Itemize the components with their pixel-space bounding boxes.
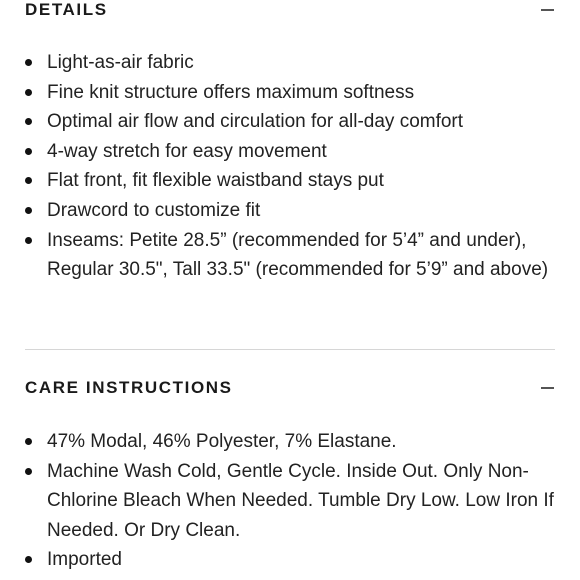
list-item: Optimal air flow and circulation for all-day comfort — [23, 107, 558, 137]
care-instructions-header[interactable] — [25, 378, 555, 398]
bullet-icon — [25, 468, 32, 475]
list-item: Imported — [23, 545, 558, 575]
list-item: Drawcord to customize fit — [23, 196, 558, 226]
bullet-icon — [25, 438, 32, 445]
list-item: Machine Wash Cold, Gentle Cycle. Inside Out. Only Non-Chlorine Bleach When Needed. Tumble Dry Low. Low Iron If Needed. Or Dry Clean. — [23, 457, 558, 546]
minus-icon[interactable] — [541, 0, 554, 20]
bullet-icon — [25, 237, 32, 244]
bullet-icon — [25, 207, 32, 214]
minus-icon[interactable] — [541, 378, 554, 398]
list-item: Inseams: Petite 28.5” (recommended for 5’4” and under), Regular 30.5", Tall 33.5" (recommended for 5’9” and above) — [23, 226, 558, 285]
care-instructions-list — [23, 427, 558, 575]
bullet-icon — [25, 556, 32, 563]
details-header[interactable] — [25, 0, 555, 20]
list-item: Fine knit structure offers maximum softness — [23, 78, 558, 108]
details-list — [23, 48, 558, 285]
bullet-icon — [25, 118, 32, 125]
bullet-icon — [25, 89, 32, 96]
care-instructions-title: CARE INSTRUCTIONS — [25, 378, 233, 397]
list-item: Light-as-air fabric — [23, 48, 558, 78]
list-item: 4-way stretch for easy movement — [23, 137, 558, 167]
list-item: Flat front, fit flexible waistband stays put — [23, 166, 558, 196]
list-item: 47% Modal, 46% Polyester, 7% Elastane. — [23, 427, 558, 457]
bullet-icon — [25, 177, 32, 184]
bullet-icon — [25, 59, 32, 66]
section-divider — [25, 349, 555, 350]
details-title: DETAILS — [25, 0, 108, 19]
bullet-icon — [25, 148, 32, 155]
